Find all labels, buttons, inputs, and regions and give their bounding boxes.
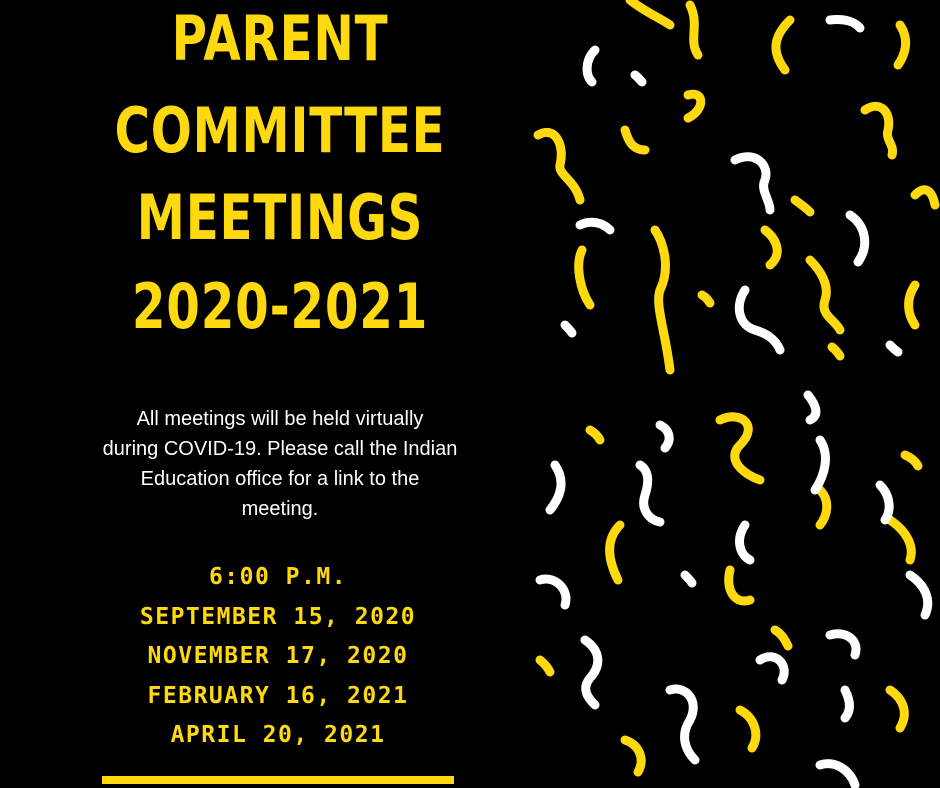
confetti-ribbon bbox=[909, 285, 915, 325]
confetti-ribbon bbox=[832, 347, 840, 356]
description-line: All meetings will be held virtually bbox=[136, 408, 424, 430]
meeting-schedule bbox=[0, 558, 556, 756]
confetti-ribbon bbox=[670, 689, 695, 760]
confetti-ribbon bbox=[729, 570, 750, 601]
confetti-ribbon bbox=[640, 465, 660, 522]
confetti-ribbon bbox=[540, 579, 566, 605]
confetti-ribbon bbox=[795, 200, 810, 212]
confetti-ribbon bbox=[635, 75, 642, 82]
confetti-ribbon bbox=[820, 764, 855, 785]
confetti-ribbon bbox=[760, 657, 784, 680]
confetti-ribbon bbox=[690, 5, 698, 55]
title-line-committee: COMMITTEE bbox=[114, 94, 446, 167]
confetti-ribbon bbox=[565, 325, 572, 333]
title-line-year: 2020-2021 bbox=[131, 270, 429, 343]
confetti-ribbon bbox=[610, 525, 620, 580]
confetti-ribbon bbox=[685, 575, 692, 583]
confetti-ribbon bbox=[890, 345, 898, 352]
confetti-ribbon bbox=[830, 634, 856, 655]
confetti-ribbon bbox=[850, 215, 865, 262]
title-line-parent: PARENT bbox=[171, 2, 389, 75]
meeting-date: NOVEMBER 17, 2020 bbox=[147, 643, 409, 669]
confetti-ribbon bbox=[579, 250, 590, 305]
confetti-ribbon bbox=[910, 575, 928, 615]
confetti-ribbon bbox=[810, 260, 840, 330]
confetti-ribbon bbox=[808, 395, 816, 420]
confetti-ribbon bbox=[740, 710, 756, 748]
confetti-ribbon bbox=[880, 485, 889, 520]
confetti-ribbon bbox=[580, 222, 610, 230]
confetti-ribbon bbox=[765, 230, 777, 265]
accent-underline bbox=[102, 776, 454, 784]
confetti-ribbon bbox=[905, 455, 918, 466]
confetti-ribbon bbox=[630, 0, 670, 25]
confetti-ribbon bbox=[655, 230, 670, 370]
confetti-ribbon bbox=[775, 630, 788, 646]
confetti-ribbon bbox=[890, 520, 911, 560]
meeting-description bbox=[60, 404, 500, 524]
confetti-ribbon bbox=[688, 94, 701, 118]
confetti-ribbon bbox=[590, 430, 600, 440]
confetti-ribbon bbox=[890, 690, 904, 728]
confetti-ribbon bbox=[740, 525, 750, 560]
title-line-meetings: MEETINGS bbox=[136, 181, 424, 254]
confetti-ribbon bbox=[540, 660, 550, 672]
confetti-ribbon bbox=[815, 440, 825, 490]
confetti-decoration bbox=[520, 0, 940, 788]
confetti-ribbon bbox=[702, 295, 710, 303]
confetti-ribbon bbox=[776, 20, 790, 70]
meeting-date: APRIL 20, 2021 bbox=[170, 722, 386, 748]
meeting-date: FEBRUARY 16, 2021 bbox=[147, 682, 409, 709]
confetti-ribbon bbox=[898, 25, 906, 65]
meeting-time: 6:00 P.M. bbox=[208, 564, 348, 590]
confetti-ribbon bbox=[845, 690, 850, 718]
confetti-ribbon bbox=[625, 740, 641, 772]
confetti-ribbon bbox=[587, 50, 595, 82]
confetti-ribbon bbox=[739, 290, 780, 350]
description-line: meeting. bbox=[241, 498, 319, 520]
confetti-ribbon bbox=[820, 490, 827, 525]
confetti-ribbon bbox=[585, 640, 598, 705]
confetti-ribbon bbox=[538, 132, 580, 200]
description-line: during COVID-19. Please call the Indian bbox=[102, 438, 458, 460]
confetti-ribbon bbox=[625, 130, 645, 150]
confetti-ribbon bbox=[830, 19, 860, 28]
confetti-ribbon bbox=[660, 425, 669, 448]
confetti-ribbon bbox=[550, 465, 561, 510]
confetti-ribbon bbox=[865, 106, 893, 155]
description-line: Education office for a link to the bbox=[140, 468, 420, 490]
confetti-ribbon bbox=[915, 190, 935, 205]
meeting-date: SEPTEMBER 15, 2020 bbox=[139, 603, 417, 630]
confetti-ribbon bbox=[720, 417, 760, 480]
confetti-ribbon bbox=[735, 157, 770, 210]
